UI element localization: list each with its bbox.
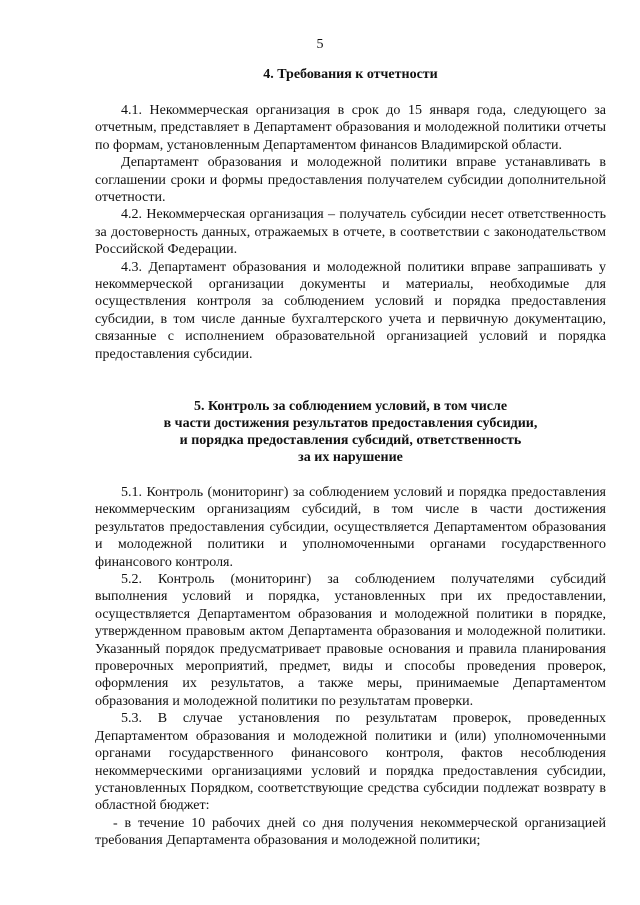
section-5-title-line: за их нарушение	[298, 450, 403, 465]
paragraph-5-1: 5.1. Контроль (мониторинг) за соблюдением условий и порядка предоставления некоммерческим организациям субсидий, в том числе в части достижения результатов предоставления субсидии, осуществляется Департаментом образования и молодежной политики и уполномоченными органами государственного финансового контроля.	[95, 485, 606, 570]
page-number: 5	[316, 37, 324, 52]
section-5-title-line: 5. Контроль за соблюдением условий, в том числе	[193, 399, 508, 414]
section-5-title-line: и порядка предоставления субсидий, ответственность	[179, 433, 522, 448]
section-5-title	[95, 398, 606, 466]
paragraph-4-1-additional: Департамент образования и молодежной политики вправе устанавливать в соглашении сроки и формы предоставления получателем субсидии дополнительной отчетности.	[95, 155, 606, 206]
paragraph-5-2: 5.2. Контроль (мониторинг) за соблюдением получателями субсидий выполнения условий и порядка, установленных при их предоставлении, осуществляется Департаментом образования и молодежной политики в порядке, утвержденном правовым актом Департамента образования и молодежной политики. Указанный порядок предусматривает правовые основания и правила планирования проверочных мероприятий, предмет, виды и способы проведения проверок, оформления их результатов, а также меры, принимаемые Департаментом образования и молодежной политики по результатам проверки.	[95, 572, 606, 709]
paragraph-4-1: 4.1. Некоммерческая организация в срок до 15 января года, следующего за отчетным, представляет в Департамент образования и молодежной политики отчеты по формам, установленным Департаментом финансов Владимирской области.	[95, 103, 606, 153]
section-4-title: 4. Требования к отчетности	[263, 67, 438, 82]
section-4-body	[95, 102, 606, 363]
section-5-title-line: в части достижения результатов предоставления субсидии,	[163, 416, 538, 431]
paragraph-5-3: 5.3. В случае установления по результатам проверок, проведенных Департаментом образования и молодежной политики и (или) уполномоченными органами государственного финансового контроля, фактов несоблюдения некоммерческими организациями условий и порядка предоставления субсидии, установленных Порядком, соответствующие средства субсидии подлежат возврату в областной бюджет:	[95, 711, 606, 814]
section-5-body	[95, 484, 606, 850]
paragraph-4-2: 4.2. Некоммерческая организация – получатель субсидии несет ответственность за достоверность данных, отражаемых в отчете, в соответствии с законодательством Российской Федерации.	[95, 207, 606, 258]
list-item-return-deadline: - в течение 10 рабочих дней со дня получения некоммерческой организацией требования Департамента образования и молодежной политики;	[95, 815, 606, 849]
paragraph-4-3: 4.3. Департамент образования и молодежной политики вправе запрашивать у некоммерческой организации документы и материалы, необходимые для осуществления контроля за соблюдением условий и порядка предоставления субсидии, в том числе данные бухгалтерского учета и первичную документацию, связанные с исполнением образовательной организацией условий и порядка предоставления субсидии.	[95, 259, 606, 362]
